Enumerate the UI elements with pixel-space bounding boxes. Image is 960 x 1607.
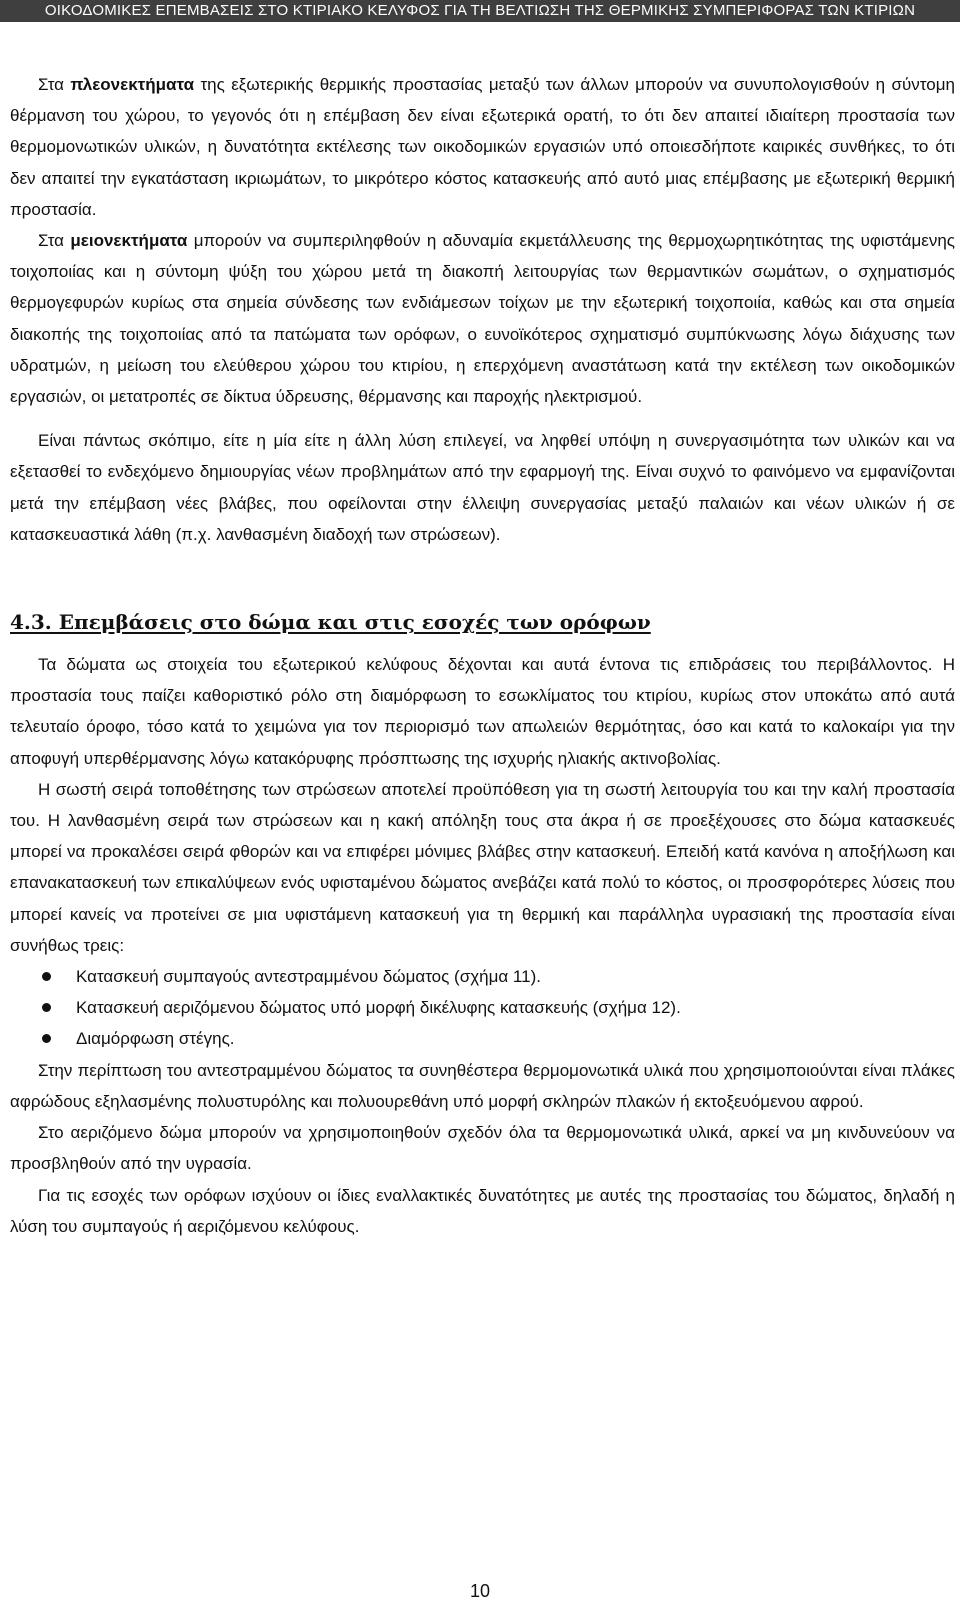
paragraph-layer-order: Η σωστή σειρά τοποθέτησης των στρώσεων αποτελεί προϋπόθεση για τη σωστή λειτουργία του και την καλή προστασία του. Η λανθασμένη σειρά των στρώσεων και η κακή απόληξη τους στα άκρα ή σε προεξέχουσες στο δώμα κατασκευές μπορεί να προκαλέσει σειρά φθορών και να επιφέρει μόνιμες βλάβες στην κατασκευή. Επειδή κατά κανόνα η αποξήλωση και επανακατασκευή των επικαλύψεων ενός υφισταμένου δώματος ανεβάζει κατά πολύ το κόστος, οι προσφορότερες λύσεις που μπορεί κανείς να προτείνει σε μια υφιστάμενη κατασκευή για τη θερμική και παράλληλα υγρασιακή της προστασία είναι συνήθως τρεις: bbox=[10, 779, 955, 955]
bullet-icon bbox=[42, 972, 51, 981]
solutions-list bbox=[10, 961, 955, 1055]
paragraph-floor-recesses: Για τις εσοχές των ορόφων ισχύουν οι ίδιες εναλλακτικές δυνατότητες με αυτές της προστασίας του δώματος, δηλαδή η λύση του συμπαγούς ή αεριζόμενου κελύφους. bbox=[10, 1185, 955, 1236]
disadvantages-text: μπορούν να συμπεριληφθούν η αδυναμία εκμετάλλευσης της θερμοχωρητικότητας της υφιστάμενης τοιχοποιίας και η σύντομη ψύξη του χώρου μετά τη διακοπή λειτουργίας των θερμαντικών σωμάτων, ο σχηματισμός θερμογεφυρών κυρίως στα σημεία σύνδεσης των ενδιάμεσων τοίχων με την εξωτερική τοιχοποιία, καθώς και στα σημεία διακοπής της τοιχοποιίας από τα πατώματα των ορόφων, ο ευνοϊκότερος σχηματισμό συμπύκνωσης λόγω διάχυσης των υδρατμών, η μείωση του ελεύθερου χώρου του κτιρίου, η επερχόμενη αναστάτωση κατά την εκτέλεση των οικοδομικών εργασιών, οι μετατροπές σε δίκτυα ύδρευσης, θέρμανσης και παροχής ηλεκτρισμού. bbox=[10, 231, 955, 407]
disadvantages-lead: Στα bbox=[38, 231, 71, 251]
running-header bbox=[0, 0, 960, 22]
running-header-title: ΟΙΚΟΔΟΜΙΚΕΣ ΕΠΕΜΒΑΣΕΙΣ ΣΤΟ ΚΤΙΡΙΑΚΟ ΚΕΛΥΦΟΣ ΓΙΑ ΤΗ ΒΕΛΤΙΩΣΗ ΤΗΣ ΘΕΡΜΙΚΗΣ ΣΥΜΠΕΡΙΦΟΡΑΣ ΤΩΝ ΚΤΙΡΙΩΝ bbox=[44, 2, 916, 19]
advantages-text: της εξωτερικής θερμικής προστασίας μεταξύ των άλλων μπορούν να συνυπολογισθούν η σύντομη θέρμανση του χώρου, το γεγονός ότι η επέμβαση δεν είναι εξωτερικά ορατή, το ότι δεν απαιτεί ιδιαίτερη προστασία των θερμομονωτικών υλικών, η δυνατότητα εκτέλεσης των οικοδομικών εργασιών υπό οποιεσδήποτε καιρικές συνθήκες, το ότι δεν απαιτεί την εγκατάσταση ικριωμάτων, το μικρότερο κόστος κατασκευής από αυτό μιας επέμβασης με εξωτερική θερμική προστασία. bbox=[10, 75, 955, 219]
list-item-text: Κατασκευή αεριζόμενου δώματος υπό μορφή δικέλυφης κατασκευής (σχήμα 12). bbox=[76, 998, 681, 1018]
paragraph-disadvantages bbox=[10, 225, 955, 412]
disadvantages-term: μειονεκτήματα bbox=[70, 231, 188, 251]
bullet-icon bbox=[42, 1003, 51, 1012]
list-item-text: Διαμόρφωση στέγης. bbox=[76, 1029, 235, 1049]
list-item bbox=[10, 992, 955, 1023]
bullet-icon bbox=[42, 1034, 51, 1043]
list-item bbox=[10, 961, 955, 992]
paragraph-compatibility: Είναι πάντως σκόπιμο, είτε η μία είτε η άλλη λύση επιλεγεί, να ληφθεί υπόψη η συνεργασιμότητα των υλικών και να εξετασθεί το ενδεχόμενο δημιουργίας νέων προβλημάτων από την εφαρμογή της. Είναι συχνό το φαινόμενο να εμφανίζονται μετά την επέμβαση νέες βλάβες, που οφείλονται στην έλλειψη συνεργασίας μεταξύ παλαιών και νέων υλικών ή σε κατασκευαστικά λάθη (π.χ. λανθασμένη διαδοχή των στρώσεων). bbox=[10, 431, 955, 544]
page-number: 10 bbox=[469, 1581, 491, 1601]
paragraph-roofs: Τα δώματα ως στοιχεία του εξωτερικού κελύφους δέχονται και αυτά έντονα τις επιδράσεις του περιβάλλοντος. Η προστασία τους παίζει καθοριστικό ρόλο στη διαμόρφωση το εσωκλίματος του κτιρίου, κυρίως στον υποκάτω από αυτά τελευταίο όροφο, τόσο κατά το χειμώνα για τον περιορισμό των απωλειών θερμότητας, όσο και κατά το καλοκαίρι για την αποφυγή υπερθέρμανσης λόγω κατακόρυφης πρόσπτωσης της ισχυρής ηλιακής ακτινοβολίας. bbox=[10, 655, 955, 768]
list-item bbox=[10, 1023, 955, 1054]
advantages-term: πλεονεκτήματα bbox=[70, 75, 195, 94]
section-heading-4-3: 4.3. Επεμβάσεις στο δώμα και στις εσοχές των ορόφων bbox=[10, 610, 651, 635]
paragraph-ventilated-roof: Στο αεριζόμενο δώμα μπορούν να χρησιμοποιηθούν σχεδόν όλα τα θερμομονωτικά υλικά, αρκεί να μη κινδυνεύουν να προσβληθούν από την υγρασία. bbox=[10, 1123, 955, 1174]
list-item-text: Κατασκευή συμπαγούς αντεστραμμένου δώματος (σχήμα 11). bbox=[76, 967, 541, 987]
document-body bbox=[10, 69, 955, 1242]
paragraph-inverted-roof: Στην περίπτωση του αντεστραμμένου δώματος τα συνηθέστερα θερμομονωτικά υλικά που χρησιμοποιούνται είναι πλάκες αφρώδους εξηλασμένης πολυστυρόλης και πολυουρεθάνη υπό μορφή σκληρών πλακών ή εκτοξευόμενου αφρού. bbox=[10, 1060, 955, 1111]
paragraph-advantages bbox=[10, 69, 955, 225]
advantages-lead: Στα bbox=[38, 75, 71, 94]
